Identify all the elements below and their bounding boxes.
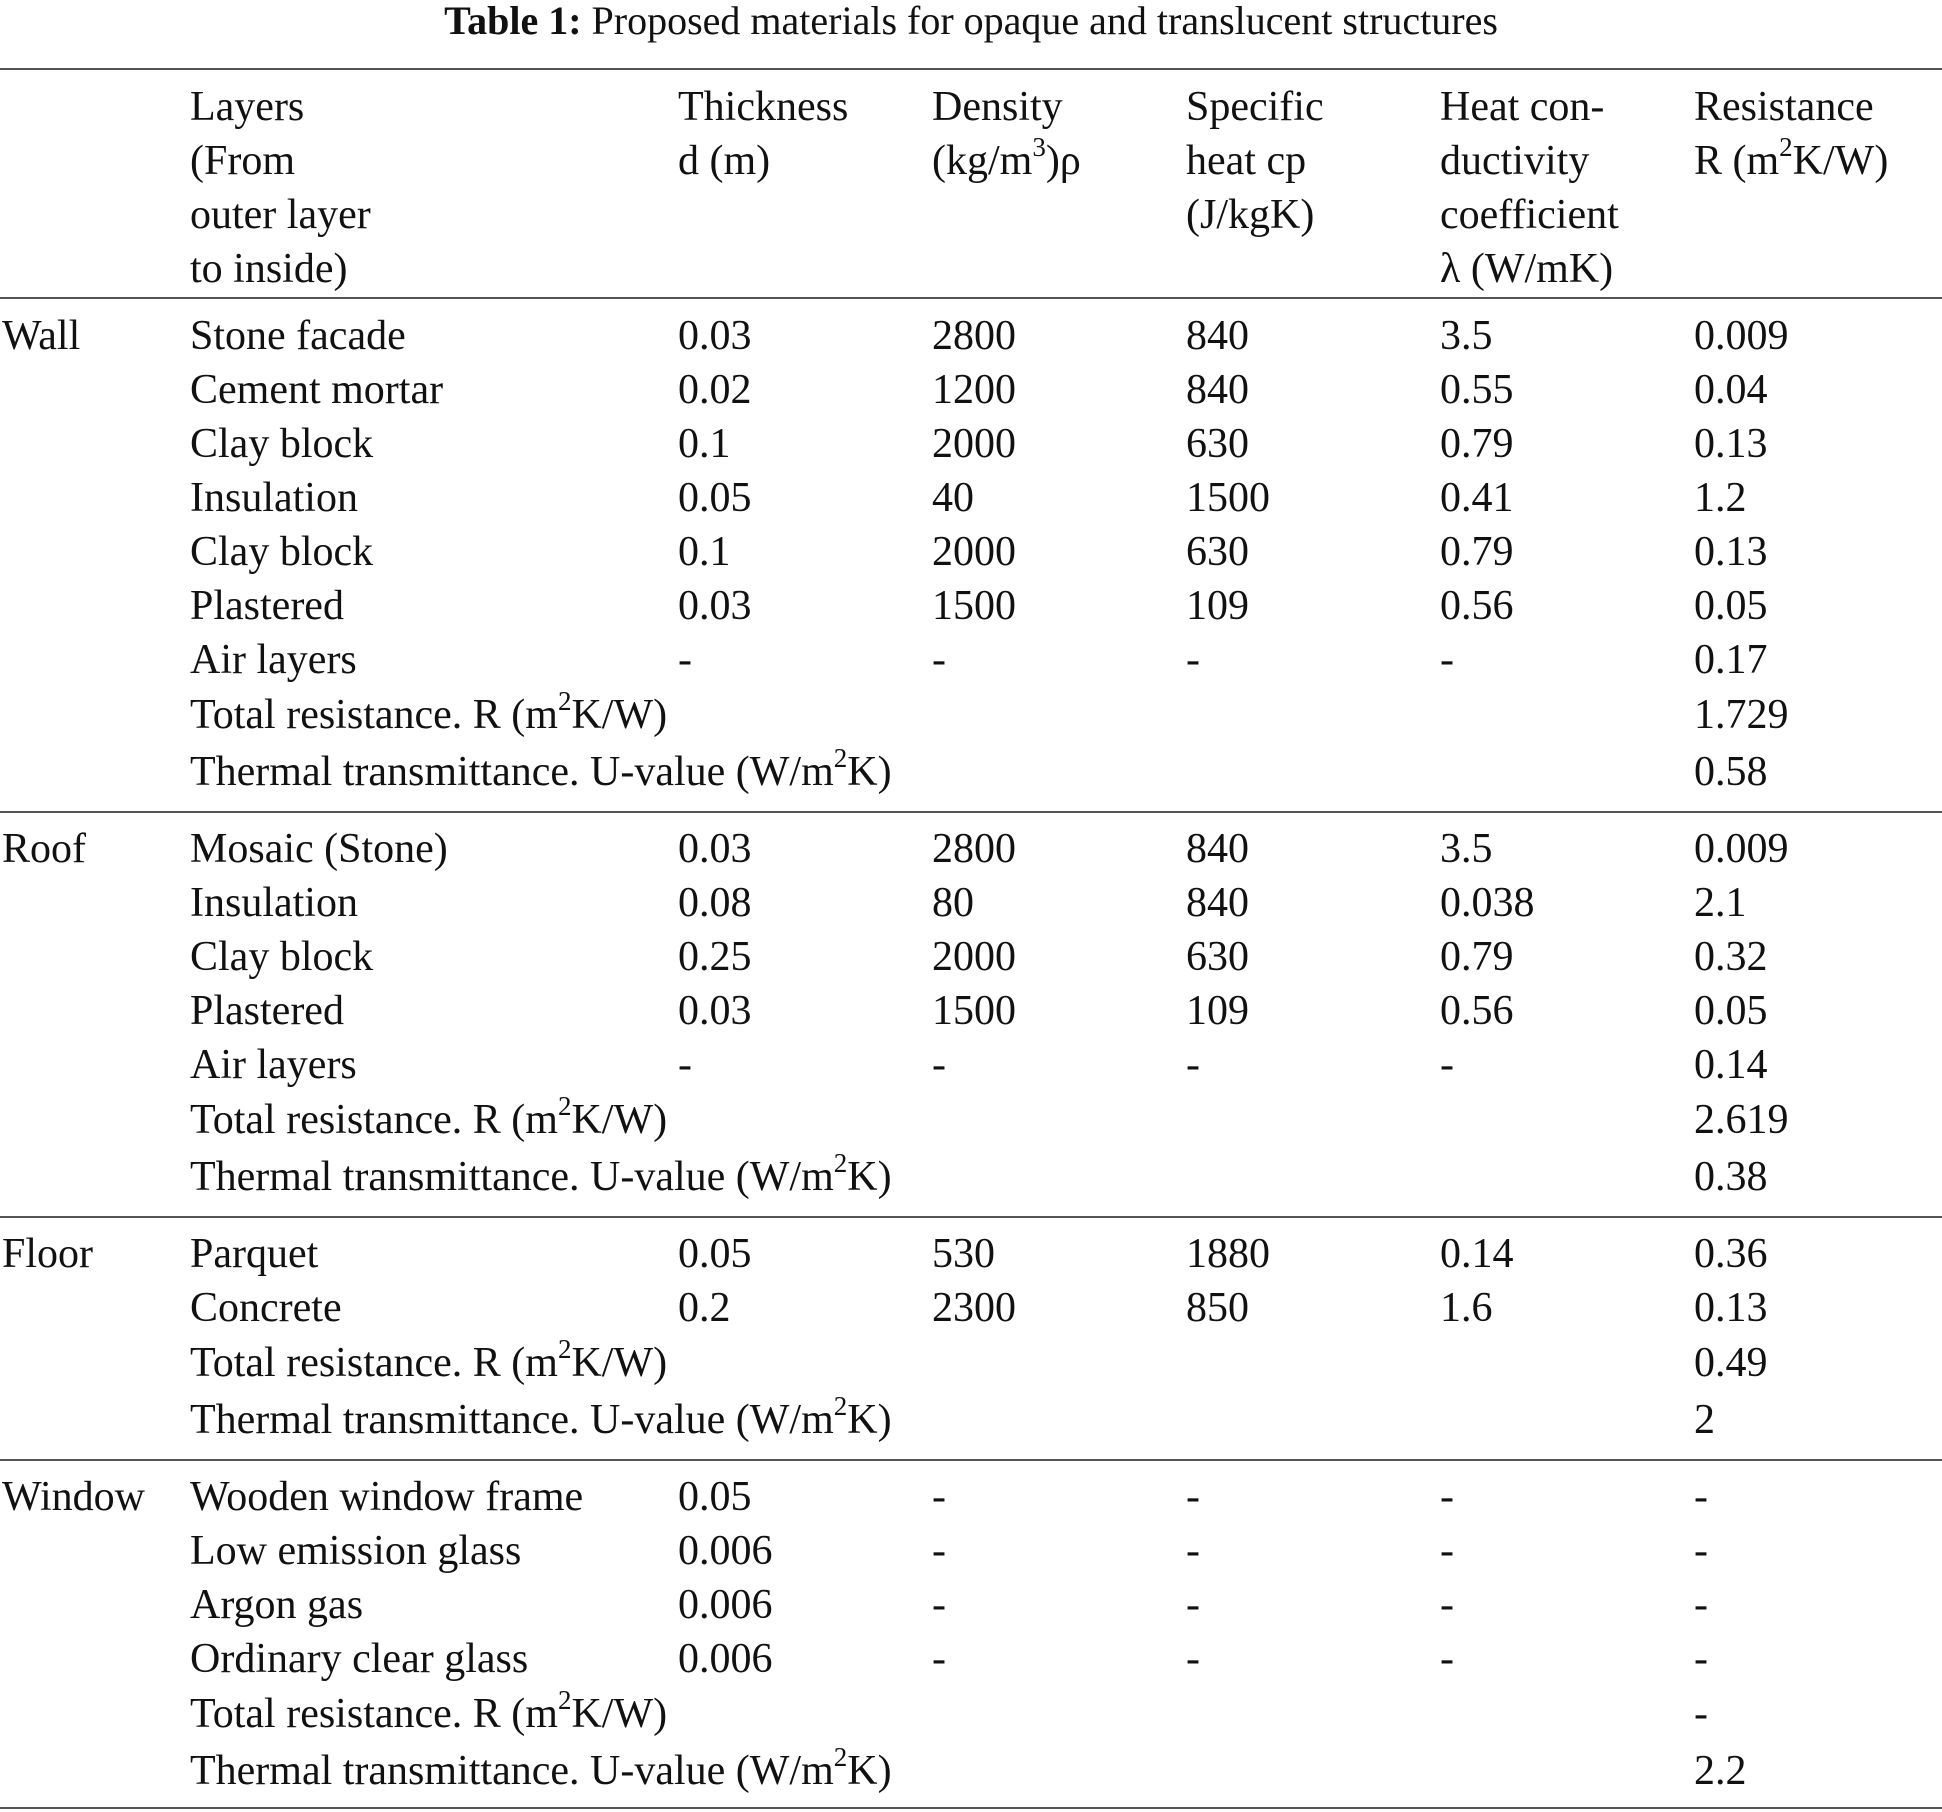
header-layers-1: Layers — [190, 84, 305, 130]
table-cell-thickness: 0.05 — [678, 1474, 752, 1520]
table-cell-resistance: 0.009 — [1694, 313, 1789, 359]
table-cell-specific-heat: 1500 — [1186, 475, 1270, 521]
table-cell-thickness: 0.03 — [678, 826, 752, 872]
header-layers-3: outer layer — [190, 192, 371, 238]
table-cell-layer: Insulation — [190, 475, 358, 521]
table-cell-resistance: 0.13 — [1694, 529, 1768, 575]
table-cell-conductivity: - — [1440, 637, 1454, 683]
table-cell-conductivity: 0.79 — [1440, 421, 1514, 467]
table-cell-density: - — [932, 637, 946, 683]
table-cell-density: - — [932, 1474, 946, 1520]
table-cell-conductivity: 0.79 — [1440, 529, 1514, 575]
table-cell-specific-heat: 840 — [1186, 880, 1249, 926]
table-cell-specific-heat: 630 — [1186, 934, 1249, 980]
header-conductivity-3: coefficient — [1440, 192, 1619, 238]
u-value-label: Thermal transmittance. U-value $(W/m^2K)$ — [190, 1742, 892, 1794]
table-cell-specific-heat: 109 — [1186, 988, 1249, 1034]
table-cell-specific-heat: 840 — [1186, 367, 1249, 413]
table-cell-conductivity: - — [1440, 1636, 1454, 1682]
top-rule — [0, 68, 1942, 70]
table-cell-layer: Air layers — [190, 1042, 357, 1088]
header-conductivity-1: Heat con- — [1440, 84, 1605, 130]
table-cell-thickness: 0.006 — [678, 1528, 773, 1574]
total-resistance-value: 0.49 — [1694, 1340, 1768, 1386]
table-cell-thickness: 0.006 — [678, 1582, 773, 1628]
table-cell-thickness: 0.03 — [678, 583, 752, 629]
table-cell-layer: Clay block — [190, 421, 374, 467]
header-conductivity-2: ductivity — [1440, 138, 1590, 184]
table-cell-layer: Stone facade — [190, 313, 406, 359]
table-cell-layer: Low emission glass — [190, 1528, 522, 1574]
table-cell-density: 2300 — [932, 1285, 1016, 1331]
table-cell-layer: Mosaic (Stone) — [190, 826, 448, 872]
table-cell-layer: Cement mortar — [190, 367, 444, 413]
table-cell-density: - — [932, 1636, 946, 1682]
table-cell-resistance: 2.1 — [1694, 880, 1747, 926]
table-cell-density: 1500 — [932, 583, 1016, 629]
table-cell-thickness: 0.03 — [678, 988, 752, 1034]
table-cell-resistance: - — [1694, 1636, 1708, 1682]
table-cell-layer: Air layers — [190, 637, 357, 683]
table-cell-layer: Argon gas — [190, 1582, 364, 1628]
total-resistance-label: Total resistance. R $(m^2K/W)$ — [190, 1685, 668, 1737]
table-cell-thickness: - — [678, 1042, 692, 1088]
table-cell-density: - — [932, 1528, 946, 1574]
u-value-label: Thermal transmittance. U-value $(W/m^2K)$ — [190, 743, 892, 795]
header-layers-4: to inside) — [190, 246, 348, 292]
u-value-value: 0.38 — [1694, 1154, 1768, 1200]
table-cell-conductivity: 0.14 — [1440, 1231, 1514, 1277]
table-cell-specific-heat: - — [1186, 1636, 1200, 1682]
total-resistance-value: 2.619 — [1694, 1097, 1789, 1143]
group-label: Window — [2, 1474, 145, 1520]
table-cell-resistance: - — [1694, 1474, 1708, 1520]
total-resistance-label: Total resistance. R $(m^2K/W)$ — [190, 686, 668, 738]
table-cell-specific-heat: - — [1186, 637, 1200, 683]
table-cell-resistance: 0.36 — [1694, 1231, 1768, 1277]
table-cell-resistance: 0.04 — [1694, 367, 1768, 413]
u-value-value: 2.2 — [1694, 1748, 1747, 1794]
table-cell-density: 2000 — [932, 934, 1016, 980]
table-cell-thickness: 0.1 — [678, 529, 731, 575]
table-cell-layer: Ordinary clear glass — [190, 1636, 529, 1682]
table-cell-specific-heat: - — [1186, 1582, 1200, 1628]
table-cell-specific-heat: 850 — [1186, 1285, 1249, 1331]
table-cell-density: 2800 — [932, 826, 1016, 872]
table-cell-thickness: - — [678, 637, 692, 683]
u-value-label: Thermal transmittance. U-value $(W/m^2K)$ — [190, 1391, 892, 1443]
table-cell-specific-heat: 630 — [1186, 529, 1249, 575]
table-cell-density: 530 — [932, 1231, 995, 1277]
table-cell-conductivity: 0.56 — [1440, 988, 1514, 1034]
table-cell-thickness: 0.2 — [678, 1285, 731, 1331]
table-cell-layer: Plastered — [190, 988, 344, 1034]
header-density-1: Density — [932, 84, 1063, 130]
header-density-2: $(kg/m^3)\rho$ — [932, 132, 1081, 184]
table-cell-conductivity: 0.55 — [1440, 367, 1514, 413]
header-specific-heat-3: (J/kgK) — [1186, 192, 1315, 238]
table-cell-density: 80 — [932, 880, 974, 926]
table-cell-thickness: 0.1 — [678, 421, 731, 467]
table-cell-layer: Wooden window frame — [190, 1474, 584, 1520]
table-cell-conductivity: - — [1440, 1582, 1454, 1628]
table-cell-resistance: - — [1694, 1528, 1708, 1574]
table-cell-density: 2000 — [932, 421, 1016, 467]
table-cell-density: 2800 — [932, 313, 1016, 359]
table-cell-resistance: 0.32 — [1694, 934, 1768, 980]
table-cell-thickness: 0.05 — [678, 1231, 752, 1277]
header-specific-heat-2: heat cp — [1186, 138, 1307, 184]
table-cell-layer: Clay block — [190, 529, 374, 575]
header-specific-heat-1: Specific — [1186, 84, 1324, 130]
table-cell-density: - — [932, 1042, 946, 1088]
table-cell-density: - — [932, 1582, 946, 1628]
table-cell-thickness: 0.25 — [678, 934, 752, 980]
table-cell-specific-heat: - — [1186, 1042, 1200, 1088]
caption-text: Proposed materials for opaque and translucent structures — [591, 0, 1498, 43]
header-resistance-2: R $(m^2K/W)$ — [1694, 132, 1889, 184]
table-cell-density: 1200 — [932, 367, 1016, 413]
table-cell-conductivity: - — [1440, 1474, 1454, 1520]
table-cell-resistance: 0.13 — [1694, 1285, 1768, 1331]
table-cell-specific-heat: - — [1186, 1528, 1200, 1574]
table-cell-conductivity: - — [1440, 1528, 1454, 1574]
u-value-value: 0.58 — [1694, 749, 1768, 795]
table-cell-conductivity: 0.038 — [1440, 880, 1535, 926]
table-cell-resistance: - — [1694, 1582, 1708, 1628]
group-divider — [0, 1459, 1942, 1461]
header-rule — [0, 297, 1942, 299]
table-cell-resistance: 1.2 — [1694, 475, 1747, 521]
group-divider — [0, 811, 1942, 813]
table-cell-thickness: 0.006 — [678, 1636, 773, 1682]
table-cell-conductivity: 0.41 — [1440, 475, 1514, 521]
table-cell-conductivity: 0.56 — [1440, 583, 1514, 629]
header-resistance-1: Resistance — [1694, 84, 1874, 130]
table-cell-conductivity: 3.5 — [1440, 313, 1493, 359]
table-cell-resistance: 0.17 — [1694, 637, 1768, 683]
table-cell-conductivity: 0.79 — [1440, 934, 1514, 980]
table-cell-layer: Concrete — [190, 1285, 342, 1331]
u-value-label: Thermal transmittance. U-value $(W/m^2K)$ — [190, 1148, 892, 1200]
table-cell-resistance: 0.13 — [1694, 421, 1768, 467]
table-cell-conductivity: 3.5 — [1440, 826, 1493, 872]
group-label: Roof — [2, 826, 86, 872]
table-cell-density: 40 — [932, 475, 974, 521]
header-conductivity-4: λ (W/mK) — [1440, 246, 1614, 292]
bottom-rule — [0, 1807, 1942, 1809]
total-resistance-label: Total resistance. R $(m^2K/W)$ — [190, 1334, 668, 1386]
table-cell-thickness: 0.02 — [678, 367, 752, 413]
table-cell-layer: Parquet — [190, 1231, 319, 1277]
table-cell-resistance: 0.009 — [1694, 826, 1789, 872]
caption-label: Table 1: — [444, 0, 582, 43]
table-cell-specific-heat: - — [1186, 1474, 1200, 1520]
group-label: Wall — [2, 313, 81, 359]
table-cell-resistance: 0.05 — [1694, 583, 1768, 629]
table-cell-density: 2000 — [932, 529, 1016, 575]
table-cell-specific-heat: 840 — [1186, 826, 1249, 872]
table-cell-conductivity: 1.6 — [1440, 1285, 1493, 1331]
table-cell-density: 1500 — [932, 988, 1016, 1034]
table-cell-specific-heat: 1880 — [1186, 1231, 1270, 1277]
total-resistance-value: 1.729 — [1694, 692, 1789, 738]
table-cell-thickness: 0.03 — [678, 313, 752, 359]
u-value-value: 2 — [1694, 1397, 1715, 1443]
table-cell-resistance: 0.05 — [1694, 988, 1768, 1034]
group-divider — [0, 1216, 1942, 1218]
table-cell-specific-heat: 840 — [1186, 313, 1249, 359]
table-cell-resistance: 0.14 — [1694, 1042, 1768, 1088]
table-cell-thickness: 0.08 — [678, 880, 752, 926]
table-cell-layer: Plastered — [190, 583, 344, 629]
table-cell-conductivity: - — [1440, 1042, 1454, 1088]
group-label: Floor — [2, 1231, 94, 1277]
total-resistance-label: Total resistance. R $(m^2K/W)$ — [190, 1091, 668, 1143]
table-cell-specific-heat: 109 — [1186, 583, 1249, 629]
table-cell-specific-heat: 630 — [1186, 421, 1249, 467]
table-caption — [0, 0, 1942, 60]
table-cell-thickness: 0.05 — [678, 475, 752, 521]
table-cell-layer: Insulation — [190, 880, 358, 926]
table-cell-layer: Clay block — [190, 934, 374, 980]
total-resistance-value: - — [1694, 1691, 1708, 1737]
header-thickness-2: d (m) — [678, 138, 771, 184]
header-layers-2: (From — [190, 138, 295, 184]
header-thickness-1: Thickness — [678, 84, 849, 130]
